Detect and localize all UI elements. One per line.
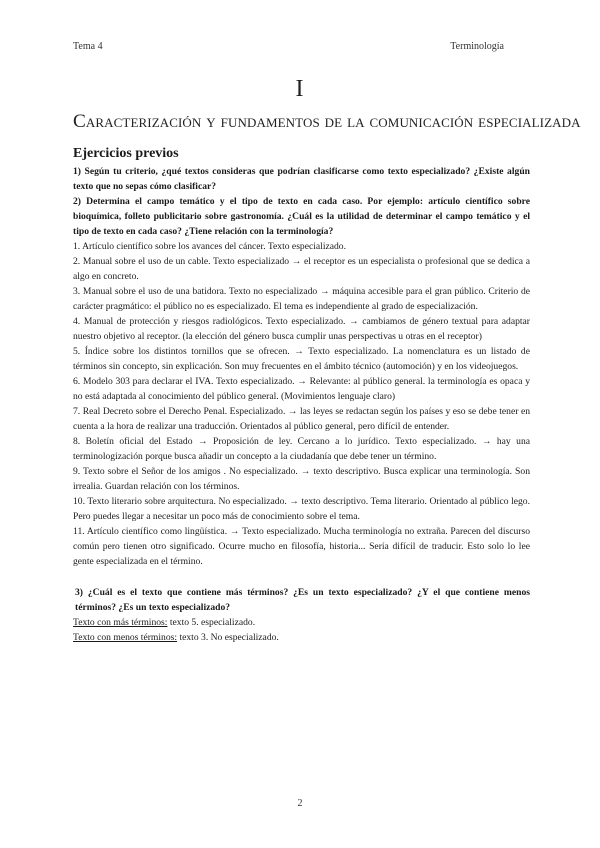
- answer-item: 2. Manual sobre el uso de un cable. Texto especializado → el receptor es un especialista o profesional que se dedica a algo en concreto.: [73, 256, 530, 282]
- answer-item: 5. Índice sobre los distintos tornillos que se ofrecen. → Texto especializado. La nomenclatura es un listado de términos sin concepto, sin explicación. Son muy frecuentes en el ámbito técnico (automoción) y en los videojuegos.: [73, 346, 530, 372]
- answer-item: 9. Texto sobre el Señor de los amigos . No especializado. → texto descriptivo. Busca explicar una terminología. Son irrealia. Guardan relación con los términos.: [73, 466, 530, 492]
- header-left: Tema 4: [73, 41, 103, 52]
- q3-more-label: Texto con más términos:: [73, 617, 168, 628]
- answer-item: 6. Modelo 303 para declarar el IVA. Texto especializado. → Relevante: al público general. la terminología es opaca y no está adaptada al conocimiento del público general. (Movimientos lenguaje claro): [73, 376, 530, 402]
- answer-item: 7. Real Decreto sobre el Derecho Penal. Especializado. → las leyes se redactan según los países y eso se debe tener en cuenta a la hora de realizar una traducción. Orientados al público general, pero difícil de entender.: [73, 406, 530, 432]
- header-right: Terminología: [450, 41, 504, 52]
- chapter-title: Caracterización y fundamentos de la comunicación especializada: [73, 111, 581, 132]
- question-2: 2) Determina el campo temático y el tipo de texto en cada caso. Por ejemplo: artículo científico sobre bioquímica, folleto publicitario sobre gastronomía. ¿Cuál es la utilidad de determinar el campo temático y el tipo de texto en cada caso? ¿Tiene relación con la terminología?: [73, 196, 530, 237]
- answer-item: 1. Artículo científico sobre los avances del cáncer. Texto especializado.: [73, 241, 346, 252]
- answer-item: 11. Artículo científico como lingüística. → Texto especializado. Mucha terminología no extraña. Parecen del discurso común pero tienen otro significado. Ocurre mucho en filosofía, historia... Sería difícil de traducir. Esto solo lo lee gente especializada en el término.: [73, 526, 530, 567]
- question-3: 3) ¿Cuál es el texto que contiene más términos? ¿Es un texto especializado? ¿Y el que contiene menos términos? ¿Es un texto especializado?: [75, 587, 530, 613]
- main-content: [73, 146, 530, 645]
- chapter-number: I: [295, 76, 305, 102]
- q3-less-label: Texto con menos términos:: [73, 632, 178, 643]
- answer-item: 8. Boletín oficial del Estado → Proposición de ley. Cercano a lo jurídico. Texto especializado. → hay una terminologización porque busca añadir un concepto a la ciudadanía que debe tener un término.: [73, 436, 530, 462]
- section-title: Ejercicios previos: [73, 146, 179, 161]
- answer-item: 4. Manual de protección y riesgos radiológicos. Texto especializado. → cambiamos de género textual para adaptar nuestro objetivo al receptor. (la elección del género busca cumplir unas perspectivas u otras en el receptor): [73, 316, 530, 342]
- answer-item: 10. Texto literario sobre arquitectura. No especializado. → texto descriptivo. Tema literario. Orientado al público lego. Pero puedes llegar a necesitar un poco más de conocimiento sobre el tema.: [73, 496, 530, 522]
- question-1: 1) Según tu criterio, ¿qué textos consideras que podrían clasificarse como texto especializado? ¿Existe algún texto que no sepas cómo clasificar?: [73, 166, 530, 192]
- q3-answer-less: [73, 630, 530, 645]
- q3-answer-more: [73, 615, 530, 630]
- page-number: 2: [297, 798, 303, 809]
- q3-more-value: texto 5. especializado.: [167, 617, 256, 628]
- answer-item: 3. Manual sobre el uso de una batidora. Texto no especializado → máquina accesible para el gran público. Criterio de carácter pragmático: el público no es especializado. El tema es independiente al grado de especialización.: [73, 286, 530, 312]
- q3-less-value: texto 3. No especializado.: [177, 632, 279, 643]
